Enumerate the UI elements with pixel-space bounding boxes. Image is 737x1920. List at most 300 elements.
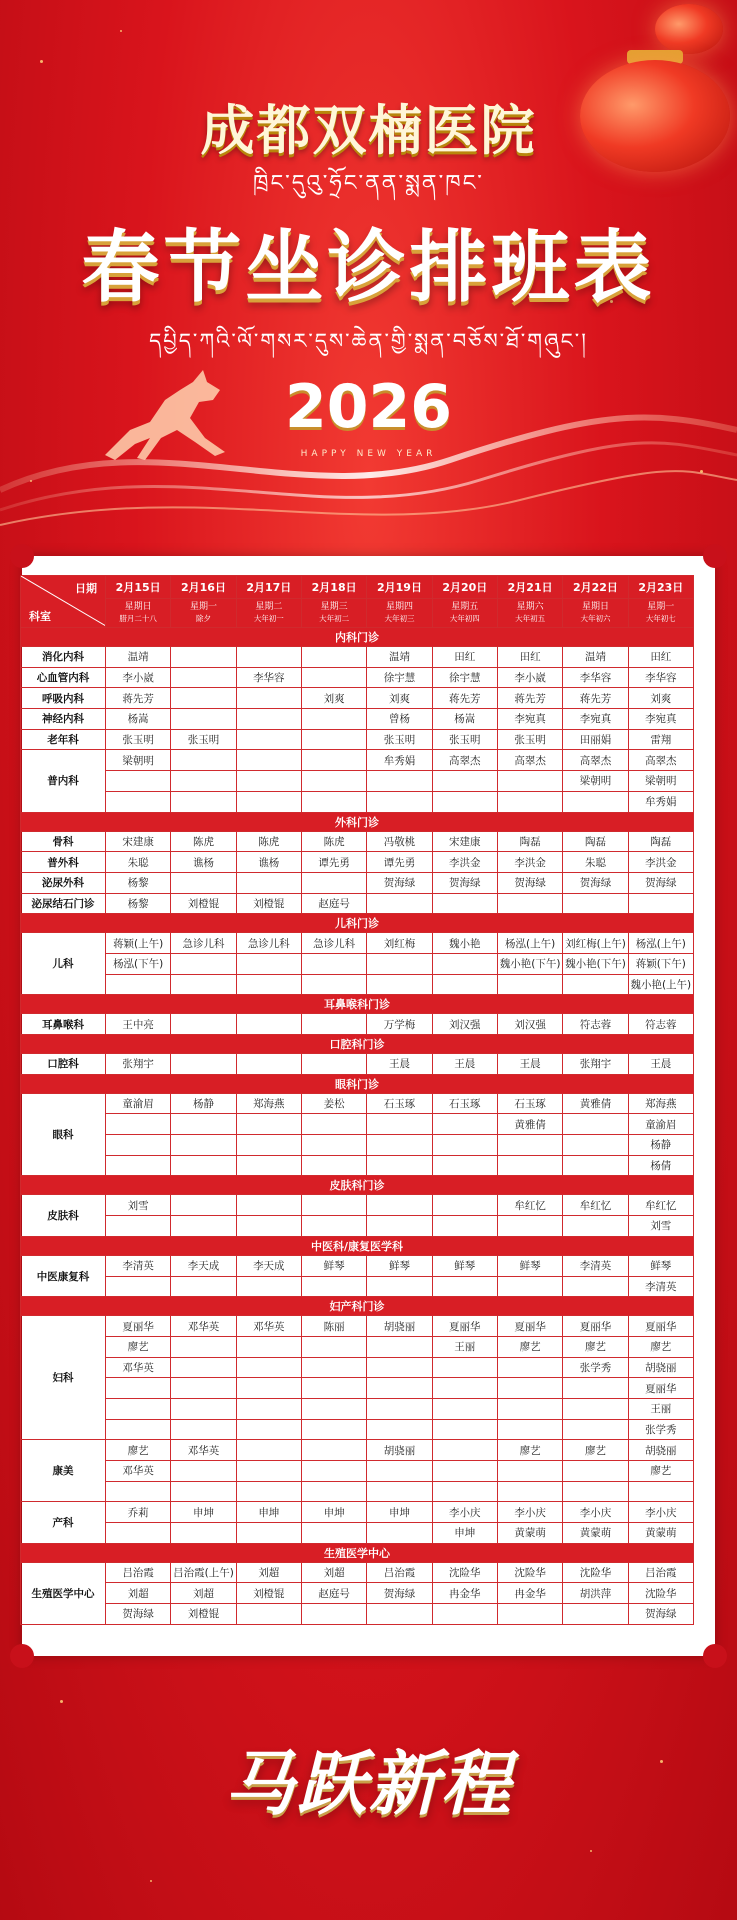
date-cell: 2月18日 bbox=[301, 576, 366, 599]
doctor-cell: 廖艺 bbox=[563, 1440, 628, 1461]
doctor-cell: 邓华英 bbox=[236, 1316, 301, 1337]
doctor-cell bbox=[497, 1604, 562, 1625]
doctor-cell: 王中亮 bbox=[106, 1014, 171, 1035]
section-title: 眼科门诊 bbox=[21, 1074, 694, 1093]
doctor-cell: 急诊儿科 bbox=[301, 933, 366, 954]
doctor-cell bbox=[106, 1276, 171, 1297]
doctor-cell: 谭先勇 bbox=[367, 852, 432, 873]
doctor-cell: 陶磊 bbox=[628, 831, 693, 852]
doctor-cell bbox=[301, 1195, 366, 1216]
doctor-cell bbox=[171, 750, 236, 771]
doctor-cell bbox=[301, 647, 366, 668]
doctor-cell: 贺海绿 bbox=[563, 872, 628, 893]
doctor-cell bbox=[563, 1114, 628, 1135]
weekday-label: 星期六 bbox=[516, 602, 544, 612]
doctor-cell bbox=[432, 1216, 497, 1237]
doctor-cell bbox=[171, 1378, 236, 1399]
doctor-cell: 李宛真 bbox=[563, 709, 628, 730]
doctor-cell: 廖艺 bbox=[497, 1440, 562, 1461]
doctor-cell bbox=[367, 1398, 432, 1419]
doctor-cell: 李洪金 bbox=[432, 852, 497, 873]
doctor-cell bbox=[236, 1378, 301, 1399]
weekday-cell bbox=[367, 599, 432, 628]
doctor-cell bbox=[171, 791, 236, 812]
doctor-cell: 梁朝明 bbox=[628, 771, 693, 792]
corner-dept-label: 科室 bbox=[29, 610, 51, 623]
doctor-cell bbox=[301, 1155, 366, 1176]
doctor-cell: 李小庆 bbox=[432, 1502, 497, 1523]
doctor-cell bbox=[171, 1481, 236, 1502]
section-title: 外科门诊 bbox=[21, 812, 694, 831]
doctor-cell: 陈虎 bbox=[171, 831, 236, 852]
doctor-cell bbox=[563, 974, 628, 995]
doctor-cell: 贺海绿 bbox=[628, 872, 693, 893]
lunar-label: 大年初二 bbox=[319, 614, 350, 623]
doctor-cell bbox=[236, 1398, 301, 1419]
doctor-cell bbox=[563, 1276, 628, 1297]
section-row bbox=[21, 1236, 694, 1255]
doctor-cell: 鲜琴 bbox=[432, 1255, 497, 1276]
weekday-cell bbox=[106, 599, 171, 628]
doctor-cell bbox=[367, 893, 432, 914]
doctor-cell bbox=[497, 791, 562, 812]
doctor-cell bbox=[171, 1523, 236, 1544]
doctor-cell: 张学秀 bbox=[563, 1357, 628, 1378]
doctor-cell: 邓华英 bbox=[106, 1461, 171, 1482]
table-row bbox=[21, 1398, 694, 1419]
doctor-cell bbox=[236, 729, 301, 750]
doctor-cell: 李洪金 bbox=[497, 852, 562, 873]
doctor-cell bbox=[563, 1398, 628, 1419]
doctor-cell: 刘雪 bbox=[628, 1216, 693, 1237]
doctor-cell: 谯杨 bbox=[171, 852, 236, 873]
doctor-cell bbox=[367, 771, 432, 792]
doctor-cell: 吕治霞(上午) bbox=[171, 1562, 236, 1583]
doctor-cell: 李清英 bbox=[563, 1255, 628, 1276]
doctor-cell bbox=[236, 1276, 301, 1297]
doctor-cell bbox=[432, 1440, 497, 1461]
date-cell: 2月16日 bbox=[171, 576, 236, 599]
doctor-cell bbox=[367, 1523, 432, 1544]
page-title: 春节坐诊排班表 bbox=[81, 223, 656, 313]
table-row bbox=[21, 1502, 694, 1523]
corner-date-label: 日期 bbox=[75, 582, 97, 595]
doctor-cell bbox=[106, 1216, 171, 1237]
section-row bbox=[21, 812, 694, 831]
corner-cell bbox=[21, 576, 106, 628]
doctor-cell: 王晨 bbox=[628, 1054, 693, 1075]
doctor-cell bbox=[171, 872, 236, 893]
doctor-cell: 王晨 bbox=[432, 1054, 497, 1075]
lunar-label: 大年初四 bbox=[449, 614, 480, 623]
doctor-cell: 胡骁丽 bbox=[628, 1440, 693, 1461]
doctor-cell bbox=[236, 1440, 301, 1461]
table-row bbox=[21, 1604, 694, 1625]
doctor-cell bbox=[236, 1481, 301, 1502]
doctor-cell bbox=[367, 953, 432, 974]
doctor-cell bbox=[171, 647, 236, 668]
doctor-cell bbox=[106, 1378, 171, 1399]
doctor-cell bbox=[497, 1276, 562, 1297]
doctor-cell: 沈险华 bbox=[432, 1562, 497, 1583]
doctor-cell: 夏丽华 bbox=[628, 1378, 693, 1399]
doctor-cell: 夏丽华 bbox=[563, 1316, 628, 1337]
weekday-label: 星期四 bbox=[385, 602, 413, 612]
doctor-cell bbox=[106, 1481, 171, 1502]
doctor-cell: 刘橙锟 bbox=[171, 1604, 236, 1625]
doctor-cell bbox=[563, 1481, 628, 1502]
weekday-cell bbox=[563, 599, 628, 628]
doctor-cell bbox=[236, 1135, 301, 1156]
lunar-label: 大年初七 bbox=[645, 614, 676, 623]
table-row bbox=[21, 1114, 694, 1135]
doctor-cell bbox=[236, 709, 301, 730]
doctor-cell: 刘爽 bbox=[301, 688, 366, 709]
doctor-cell: 陶磊 bbox=[563, 831, 628, 852]
doctor-cell bbox=[236, 1604, 301, 1625]
doctor-cell: 李小崴 bbox=[106, 667, 171, 688]
doctor-cell: 沈险华 bbox=[628, 1583, 693, 1604]
doctor-cell bbox=[497, 974, 562, 995]
doctor-cell bbox=[301, 1135, 366, 1156]
doctor-cell bbox=[171, 1054, 236, 1075]
doctor-cell: 李小庆 bbox=[497, 1502, 562, 1523]
doctor-cell: 杨倩 bbox=[628, 1155, 693, 1176]
doctor-cell: 邓华英 bbox=[171, 1316, 236, 1337]
doctor-cell: 贺海绿 bbox=[106, 1604, 171, 1625]
dept-name-cell: 儿科 bbox=[21, 933, 106, 995]
doctor-cell: 廖艺 bbox=[106, 1336, 171, 1357]
weekday-label: 星期日 bbox=[581, 602, 609, 612]
lunar-label: 腊月二十八 bbox=[119, 614, 157, 623]
doctor-cell bbox=[301, 1014, 366, 1035]
doctor-cell bbox=[432, 1135, 497, 1156]
doctor-cell bbox=[301, 872, 366, 893]
dept-name-cell: 老年科 bbox=[21, 729, 106, 750]
doctor-cell bbox=[236, 1419, 301, 1440]
table-row bbox=[21, 688, 694, 709]
doctor-cell: 冉金华 bbox=[497, 1583, 562, 1604]
weekday-cell bbox=[301, 599, 366, 628]
doctor-cell bbox=[301, 1461, 366, 1482]
doctor-cell bbox=[236, 791, 301, 812]
weekday-label: 星期三 bbox=[320, 602, 348, 612]
doctor-cell: 梁朝明 bbox=[106, 750, 171, 771]
doctor-cell: 石玉琢 bbox=[367, 1093, 432, 1114]
doctor-cell: 李小庆 bbox=[563, 1502, 628, 1523]
section-row bbox=[21, 995, 694, 1014]
doctor-cell bbox=[301, 1523, 366, 1544]
weekday-label: 星期一 bbox=[647, 602, 675, 612]
table-row bbox=[21, 729, 694, 750]
table-row bbox=[21, 1440, 694, 1461]
doctor-cell: 鲜琴 bbox=[628, 1255, 693, 1276]
doctor-cell bbox=[497, 1155, 562, 1176]
weekday-label: 星期五 bbox=[451, 602, 479, 612]
doctor-cell bbox=[171, 1114, 236, 1135]
doctor-cell: 万学梅 bbox=[367, 1014, 432, 1035]
table-row bbox=[21, 1054, 694, 1075]
lunar-label: 大年初三 bbox=[384, 614, 415, 623]
doctor-cell bbox=[171, 974, 236, 995]
dept-name-cell: 普外科 bbox=[21, 852, 106, 873]
doctor-cell bbox=[301, 771, 366, 792]
date-cell: 2月21日 bbox=[497, 576, 562, 599]
table-row bbox=[21, 1419, 694, 1440]
doctor-cell: 蒋先芳 bbox=[563, 688, 628, 709]
doctor-cell bbox=[497, 1135, 562, 1156]
doctor-cell: 刘爽 bbox=[628, 688, 693, 709]
doctor-cell: 张玉明 bbox=[497, 729, 562, 750]
doctor-cell: 田红 bbox=[432, 647, 497, 668]
doctor-cell bbox=[171, 1135, 236, 1156]
doctor-cell bbox=[236, 1155, 301, 1176]
doctor-cell: 刘汉强 bbox=[432, 1014, 497, 1035]
doctor-cell: 黄蒙萌 bbox=[497, 1523, 562, 1544]
doctor-cell bbox=[171, 1276, 236, 1297]
doctor-cell: 李天成 bbox=[236, 1255, 301, 1276]
doctor-cell bbox=[106, 1419, 171, 1440]
doctor-cell: 田丽娟 bbox=[563, 729, 628, 750]
doctor-cell: 胡洪萍 bbox=[563, 1583, 628, 1604]
doctor-cell: 刘雪 bbox=[106, 1195, 171, 1216]
doctor-cell: 鲜琴 bbox=[301, 1255, 366, 1276]
doctor-cell: 田红 bbox=[628, 647, 693, 668]
doctor-cell: 沈险华 bbox=[563, 1562, 628, 1583]
doctor-cell: 李清英 bbox=[628, 1276, 693, 1297]
weekday-label: 星期一 bbox=[189, 602, 217, 612]
doctor-cell: 张玉明 bbox=[432, 729, 497, 750]
doctor-cell: 吕治霞 bbox=[367, 1562, 432, 1583]
doctor-cell: 童渝眉 bbox=[106, 1093, 171, 1114]
doctor-cell: 杨泓(上午) bbox=[628, 933, 693, 954]
doctor-cell: 雷翔 bbox=[628, 729, 693, 750]
doctor-cell: 廖艺 bbox=[563, 1336, 628, 1357]
dept-name-cell: 泌尿结石门诊 bbox=[21, 893, 106, 914]
doctor-cell: 蒋先芳 bbox=[106, 688, 171, 709]
dept-name-cell: 产科 bbox=[21, 1502, 106, 1543]
doctor-cell bbox=[432, 1481, 497, 1502]
doctor-cell: 夏丽华 bbox=[497, 1316, 562, 1337]
doctor-cell bbox=[432, 1357, 497, 1378]
doctor-cell: 黄雅倩 bbox=[497, 1114, 562, 1135]
doctor-cell bbox=[432, 791, 497, 812]
doctor-cell: 张玉明 bbox=[171, 729, 236, 750]
doctor-cell bbox=[367, 1604, 432, 1625]
doctor-cell bbox=[497, 1378, 562, 1399]
doctor-cell bbox=[106, 1114, 171, 1135]
doctor-cell bbox=[497, 1481, 562, 1502]
doctor-cell bbox=[106, 791, 171, 812]
section-title: 妇产科门诊 bbox=[21, 1297, 694, 1316]
doctor-cell bbox=[236, 1054, 301, 1075]
doctor-cell bbox=[236, 974, 301, 995]
doctor-cell: 王晨 bbox=[367, 1054, 432, 1075]
doctor-cell: 杨泓(下午) bbox=[106, 953, 171, 974]
doctor-cell: 温靖 bbox=[106, 647, 171, 668]
doctor-cell: 符志蓉 bbox=[628, 1014, 693, 1035]
doctor-cell: 张翔宇 bbox=[563, 1054, 628, 1075]
doctor-cell bbox=[171, 771, 236, 792]
doctor-cell bbox=[563, 1419, 628, 1440]
table-row bbox=[21, 1216, 694, 1237]
doctor-cell bbox=[171, 688, 236, 709]
doctor-cell: 杨泓(上午) bbox=[497, 933, 562, 954]
tibetan-hospital-name: ཁྲིང་དུའུ་ཧྲོང་ནན་སྨན་ཁང་ bbox=[253, 171, 484, 196]
table-row bbox=[21, 872, 694, 893]
doctor-cell: 廖艺 bbox=[497, 1336, 562, 1357]
doctor-cell bbox=[236, 750, 301, 771]
lunar-label: 大年初五 bbox=[515, 614, 546, 623]
doctor-cell: 杨黎 bbox=[106, 893, 171, 914]
doctor-cell bbox=[171, 1336, 236, 1357]
doctor-cell: 刘超 bbox=[106, 1583, 171, 1604]
doctor-cell: 蒋颖(上午) bbox=[106, 933, 171, 954]
doctor-cell bbox=[497, 771, 562, 792]
doctor-cell bbox=[106, 1398, 171, 1419]
doctor-cell: 李华容 bbox=[628, 667, 693, 688]
section-row bbox=[21, 914, 694, 933]
doctor-cell: 杨嵩 bbox=[106, 709, 171, 730]
doctor-cell bbox=[432, 1419, 497, 1440]
weekday-cell bbox=[171, 599, 236, 628]
table-row bbox=[21, 1195, 694, 1216]
doctor-cell bbox=[171, 1014, 236, 1035]
doctor-cell bbox=[432, 893, 497, 914]
dept-name-cell: 口腔科 bbox=[21, 1054, 106, 1075]
doctor-cell: 邓华英 bbox=[106, 1357, 171, 1378]
doctor-cell: 申坤 bbox=[432, 1523, 497, 1544]
doctor-cell: 申坤 bbox=[236, 1502, 301, 1523]
doctor-cell bbox=[563, 791, 628, 812]
dept-name-cell: 普内科 bbox=[21, 750, 106, 812]
table-row bbox=[21, 1255, 694, 1276]
weekday-header-row bbox=[21, 599, 694, 628]
doctor-cell: 牟红忆 bbox=[497, 1195, 562, 1216]
table-row bbox=[21, 1316, 694, 1337]
tibetan-title: དཔྱིད་ཀའི་ལོ་གསར་དུས་ཆེན་གྱི་སྨན་བཅོས་ཐོ་གཞུང་། bbox=[149, 329, 588, 353]
doctor-cell: 贺海绿 bbox=[367, 1583, 432, 1604]
dept-name-cell: 消化内科 bbox=[21, 647, 106, 668]
doctor-cell bbox=[301, 791, 366, 812]
doctor-cell: 宋建康 bbox=[432, 831, 497, 852]
dept-name-cell: 皮肤科 bbox=[21, 1195, 106, 1236]
doctor-cell bbox=[563, 893, 628, 914]
section-title: 内科门诊 bbox=[21, 628, 694, 647]
doctor-cell bbox=[432, 1378, 497, 1399]
doctor-cell bbox=[367, 1195, 432, 1216]
lunar-label: 大年初六 bbox=[580, 614, 611, 623]
doctor-cell: 夏丽华 bbox=[432, 1316, 497, 1337]
doctor-cell: 李天成 bbox=[171, 1255, 236, 1276]
doctor-cell: 童渝眉 bbox=[628, 1114, 693, 1135]
date-cell: 2月17日 bbox=[236, 576, 301, 599]
doctor-cell bbox=[236, 1357, 301, 1378]
doctor-cell bbox=[301, 1114, 366, 1135]
doctor-cell: 刘汉强 bbox=[497, 1014, 562, 1035]
doctor-cell bbox=[497, 893, 562, 914]
doctor-cell: 谯杨 bbox=[236, 852, 301, 873]
doctor-cell bbox=[367, 1357, 432, 1378]
doctor-cell: 张翔宇 bbox=[106, 1054, 171, 1075]
doctor-cell bbox=[367, 1461, 432, 1482]
doctor-cell bbox=[563, 1135, 628, 1156]
dept-name-cell: 妇科 bbox=[21, 1316, 106, 1440]
doctor-cell bbox=[497, 1461, 562, 1482]
doctor-cell: 姜松 bbox=[301, 1093, 366, 1114]
doctor-cell: 李洪金 bbox=[628, 852, 693, 873]
doctor-cell: 刘超 bbox=[236, 1562, 301, 1583]
doctor-cell: 黄蒙萌 bbox=[628, 1523, 693, 1544]
slogan: 马跃新程 bbox=[224, 1742, 513, 1825]
doctor-cell bbox=[497, 1357, 562, 1378]
doctor-cell bbox=[367, 974, 432, 995]
doctor-cell: 符志蓉 bbox=[563, 1014, 628, 1035]
table-row bbox=[21, 1357, 694, 1378]
table-row bbox=[21, 750, 694, 771]
doctor-cell bbox=[432, 974, 497, 995]
section-title: 皮肤科门诊 bbox=[21, 1176, 694, 1195]
doctor-cell: 鲜琴 bbox=[497, 1255, 562, 1276]
dept-name-cell: 中医康复科 bbox=[21, 1255, 106, 1296]
doctor-cell: 牟秀娟 bbox=[628, 791, 693, 812]
doctor-cell bbox=[301, 1378, 366, 1399]
doctor-cell: 张玉明 bbox=[367, 729, 432, 750]
table-row bbox=[21, 1093, 694, 1114]
table-row bbox=[21, 709, 694, 730]
weekday-cell bbox=[628, 599, 693, 628]
doctor-cell bbox=[301, 750, 366, 771]
doctor-cell: 李小崴 bbox=[497, 667, 562, 688]
doctor-cell: 刘超 bbox=[171, 1583, 236, 1604]
section-row bbox=[21, 1297, 694, 1316]
doctor-cell: 王丽 bbox=[432, 1336, 497, 1357]
doctor-cell: 黄雅倩 bbox=[563, 1093, 628, 1114]
doctor-cell bbox=[106, 1523, 171, 1544]
doctor-cell: 贺海绿 bbox=[367, 872, 432, 893]
doctor-cell: 高翠杰 bbox=[432, 750, 497, 771]
doctor-cell: 田红 bbox=[497, 647, 562, 668]
doctor-cell bbox=[432, 1276, 497, 1297]
doctor-cell bbox=[563, 1461, 628, 1482]
doctor-cell bbox=[106, 974, 171, 995]
doctor-cell: 石玉琢 bbox=[432, 1093, 497, 1114]
doctor-cell: 刘爽 bbox=[367, 688, 432, 709]
doctor-cell: 石玉琢 bbox=[497, 1093, 562, 1114]
doctor-cell: 刘橙锟 bbox=[236, 893, 301, 914]
doctor-cell bbox=[301, 709, 366, 730]
doctor-cell: 郑海燕 bbox=[628, 1093, 693, 1114]
doctor-cell bbox=[367, 1481, 432, 1502]
doctor-cell bbox=[301, 974, 366, 995]
doctor-cell bbox=[563, 1155, 628, 1176]
doctor-cell bbox=[301, 729, 366, 750]
doctor-cell bbox=[432, 1195, 497, 1216]
doctor-cell: 贺海绿 bbox=[628, 1604, 693, 1625]
lunar-label: 除夕 bbox=[195, 614, 211, 623]
table-row bbox=[21, 647, 694, 668]
table-row bbox=[21, 1336, 694, 1357]
doctor-cell: 刘橙锟 bbox=[171, 893, 236, 914]
doctor-cell: 谭先勇 bbox=[301, 852, 366, 873]
doctor-cell bbox=[497, 1216, 562, 1237]
doctor-cell bbox=[432, 1461, 497, 1482]
doctor-cell: 徐宇慧 bbox=[432, 667, 497, 688]
table-row bbox=[21, 1378, 694, 1399]
doctor-cell: 冉金华 bbox=[432, 1583, 497, 1604]
section-row bbox=[21, 1543, 694, 1562]
dept-name-cell: 心血管内科 bbox=[21, 667, 106, 688]
